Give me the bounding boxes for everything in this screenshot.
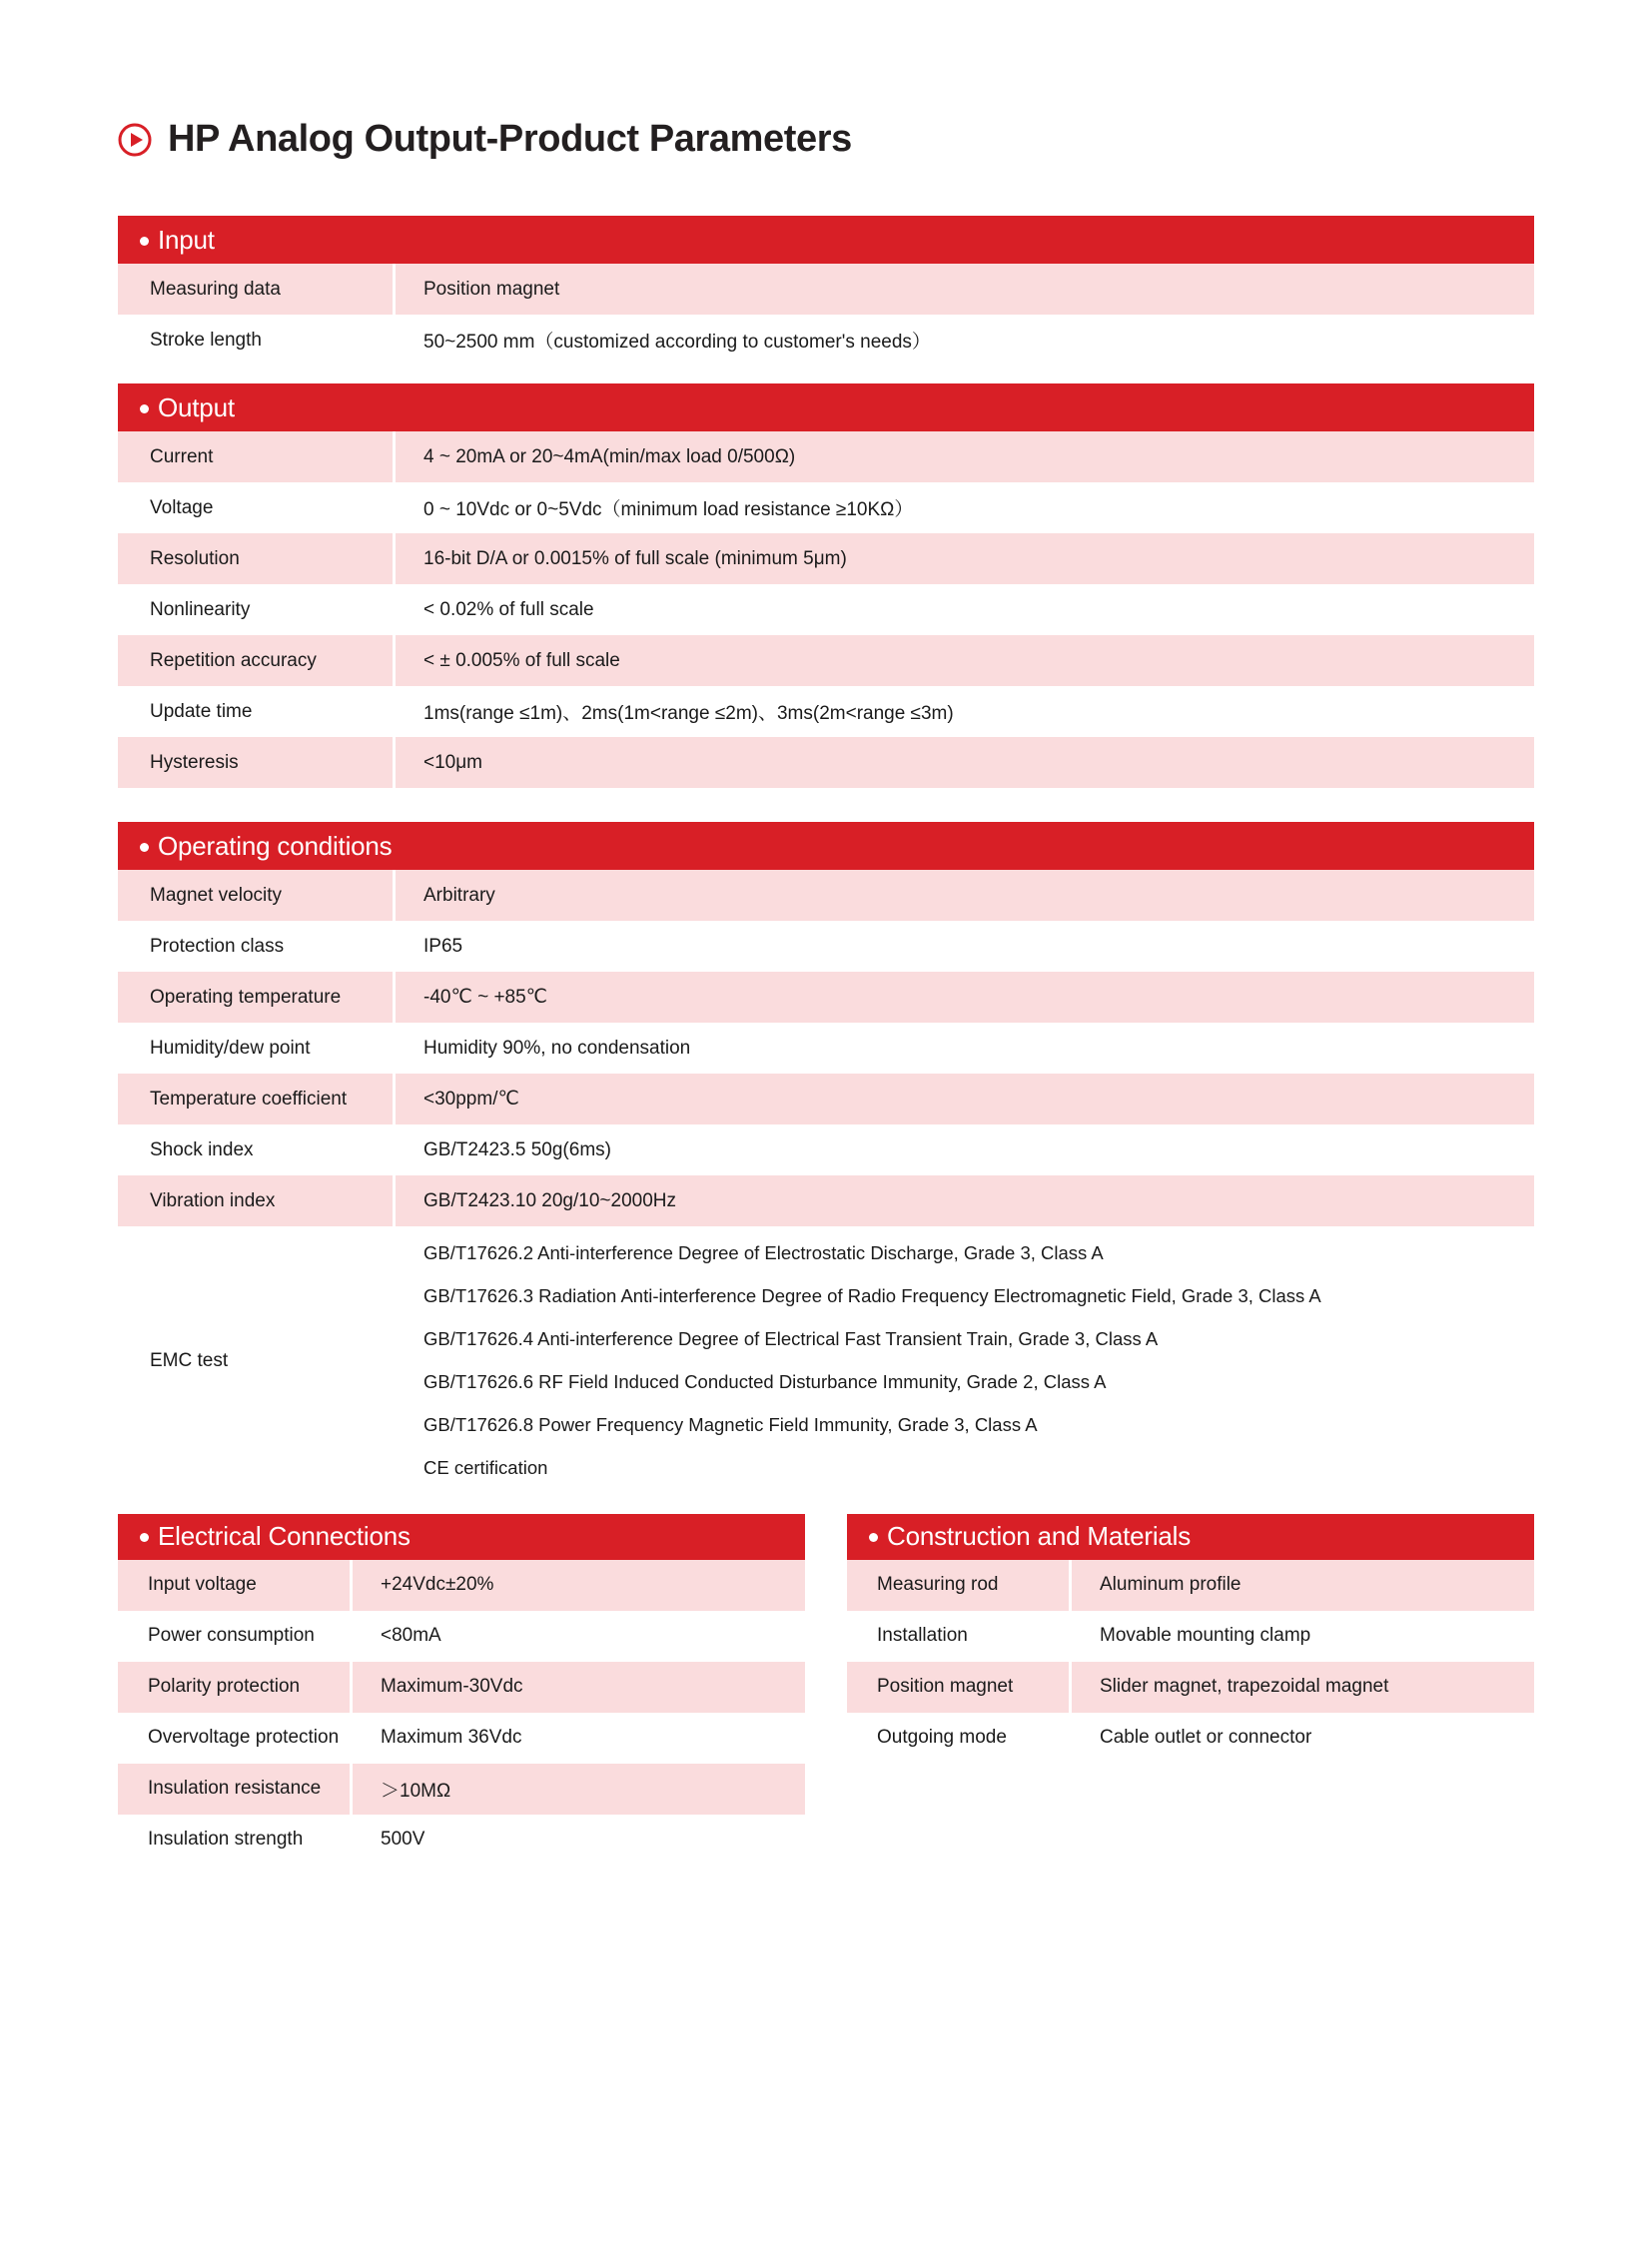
row-value: Movable mounting clamp xyxy=(1072,1611,1534,1662)
table-row xyxy=(118,686,1534,737)
row-label: Overvoltage protection xyxy=(118,1713,353,1764)
row-label: Stroke length xyxy=(118,315,396,366)
section-title: Operating conditions xyxy=(158,830,393,861)
row-label: Vibration index xyxy=(118,1175,396,1226)
table-row xyxy=(118,921,1534,972)
row-label: Repetition accuracy xyxy=(118,635,396,686)
row-value: Maximum-30Vdc xyxy=(353,1662,805,1713)
row-value: 16-bit D/A or 0.0015% of full scale (minimum 5μm) xyxy=(396,533,1534,584)
table-row xyxy=(118,1074,1534,1124)
bottom-column xyxy=(847,1514,1534,1883)
emc-standard-line: GB/T17626.8 Power Frequency Magnetic Field Immunity, Grade 3, Class A xyxy=(423,1413,1038,1435)
emc-standard-line: CE certification xyxy=(423,1456,548,1478)
row-label: Operating temperature xyxy=(118,972,396,1023)
emc-standard-line: GB/T17626.6 RF Field Induced Conducted Disturbance Immunity, Grade 2, Class A xyxy=(423,1370,1107,1392)
section-rows xyxy=(118,870,1534,1496)
table-row xyxy=(118,972,1534,1023)
row-value: 0 ~ 10Vdc or 0~5Vdc（minimum load resistance ≥10KΩ） xyxy=(396,482,1534,533)
row-label: Hysteresis xyxy=(118,737,396,788)
table-row xyxy=(118,1175,1534,1226)
page-title xyxy=(118,118,1534,161)
section-header xyxy=(118,216,1534,264)
sections-container xyxy=(118,216,1534,1496)
row-label: Power consumption xyxy=(118,1611,353,1662)
table-row xyxy=(118,315,1534,366)
row-label: Resolution xyxy=(118,533,396,584)
section-title: Output xyxy=(158,391,235,422)
row-label: Current xyxy=(118,431,396,482)
row-value: < 0.02% of full scale xyxy=(396,584,1534,635)
table-row xyxy=(847,1662,1534,1713)
row-value: +24Vdc±20% xyxy=(353,1560,805,1611)
play-circle-icon xyxy=(118,123,152,157)
row-label: Measuring data xyxy=(118,264,396,315)
row-label: EMC test xyxy=(118,1226,396,1496)
row-value: Humidity 90%, no condensation xyxy=(396,1023,1534,1074)
section-header xyxy=(118,383,1534,431)
table-row xyxy=(118,482,1534,533)
row-value: Aluminum profile xyxy=(1072,1560,1534,1611)
row-value: ＞10MΩ xyxy=(353,1764,805,1815)
row-value: GB/T2423.5 50g(6ms) xyxy=(396,1124,1534,1175)
table-row xyxy=(118,737,1534,788)
table-row xyxy=(118,533,1534,584)
row-value: Cable outlet or connector xyxy=(1072,1713,1534,1764)
table-row xyxy=(847,1611,1534,1662)
section-output xyxy=(118,383,1534,788)
row-value: 4 ~ 20mA or 20~4mA(min/max load 0/500Ω) xyxy=(396,431,1534,482)
table-row xyxy=(118,1560,805,1611)
row-value: IP65 xyxy=(396,921,1534,972)
section-header xyxy=(118,822,1534,870)
section-rows xyxy=(118,431,1534,788)
row-label: Insulation strength xyxy=(118,1815,353,1866)
row-label: Protection class xyxy=(118,921,396,972)
row-value: 1ms(range ≤1m)、2ms(1m<range ≤2m)、3ms(2m<range ≤3m) xyxy=(396,686,1534,737)
table-row xyxy=(118,635,1534,686)
row-label: Update time xyxy=(118,686,396,737)
section-construction-and-materials xyxy=(847,1514,1534,1764)
row-label: Humidity/dew point xyxy=(118,1023,396,1074)
row-label: Installation xyxy=(847,1611,1072,1662)
section-title: Construction and Materials xyxy=(887,1521,1192,1552)
bullet-icon xyxy=(869,1533,878,1542)
table-row xyxy=(118,1713,805,1764)
emc-standards-list xyxy=(396,1226,1534,1496)
section-rows xyxy=(118,1560,805,1866)
row-label: Voltage xyxy=(118,482,396,533)
row-value: 50~2500 mm（customized according to customer's needs） xyxy=(396,315,1534,366)
row-value: Position magnet xyxy=(396,264,1534,315)
row-label: Input voltage xyxy=(118,1560,353,1611)
row-label: Outgoing mode xyxy=(847,1713,1072,1764)
section-title: Input xyxy=(158,224,215,255)
section-rows xyxy=(847,1560,1534,1764)
section-electrical-connections xyxy=(118,1514,805,1866)
row-label: Magnet velocity xyxy=(118,870,396,921)
emc-test-row xyxy=(118,1226,1534,1496)
emc-standard-line: GB/T17626.4 Anti-interference Degree of Electrical Fast Transient Train, Grade 3, Class A xyxy=(423,1327,1159,1349)
row-value: <10μm xyxy=(396,737,1534,788)
table-row xyxy=(118,584,1534,635)
bullet-icon xyxy=(140,237,149,246)
table-row xyxy=(118,264,1534,315)
bullet-icon xyxy=(140,1533,149,1542)
section-header xyxy=(847,1514,1534,1560)
row-label: Insulation resistance xyxy=(118,1764,353,1815)
table-row xyxy=(118,1662,805,1713)
table-row xyxy=(847,1560,1534,1611)
row-value: <30ppm/℃ xyxy=(396,1074,1534,1124)
row-label: Nonlinearity xyxy=(118,584,396,635)
table-row xyxy=(118,870,1534,921)
emc-standard-line: GB/T17626.2 Anti-interference Degree of Electrostatic Discharge, Grade 3, Class A xyxy=(423,1242,1104,1263)
table-row xyxy=(118,1611,805,1662)
row-label: Polarity protection xyxy=(118,1662,353,1713)
table-row xyxy=(118,1023,1534,1074)
row-label: Measuring rod xyxy=(847,1560,1072,1611)
row-label: Position magnet xyxy=(847,1662,1072,1713)
row-value: Slider magnet, trapezoidal magnet xyxy=(1072,1662,1534,1713)
table-row xyxy=(847,1713,1534,1764)
page-title-text: HP Analog Output-Product Parameters xyxy=(168,118,852,160)
row-value: Arbitrary xyxy=(396,870,1534,921)
row-value: -40℃ ~ +85℃ xyxy=(396,972,1534,1023)
table-row xyxy=(118,431,1534,482)
row-label: Temperature coefficient xyxy=(118,1074,396,1124)
bullet-icon xyxy=(140,404,149,413)
bottom-column xyxy=(118,1514,805,1883)
row-value: 500V xyxy=(353,1815,805,1866)
bullet-icon xyxy=(140,843,149,852)
table-row xyxy=(118,1124,1534,1175)
table-row xyxy=(118,1815,805,1866)
bottom-sections-container xyxy=(118,1514,1534,1883)
row-label: Shock index xyxy=(118,1124,396,1175)
row-value: Maximum 36Vdc xyxy=(353,1713,805,1764)
section-operating-conditions xyxy=(118,822,1534,1496)
section-rows xyxy=(118,264,1534,366)
emc-standard-line: GB/T17626.3 Radiation Anti-interference Degree of Radio Frequency Electromagnetic Field, Grade 3, Class A xyxy=(423,1284,1321,1306)
row-value: < ± 0.005% of full scale xyxy=(396,635,1534,686)
row-value: GB/T2423.10 20g/10~2000Hz xyxy=(396,1175,1534,1226)
section-title: Electrical Connections xyxy=(158,1521,411,1552)
section-input xyxy=(118,216,1534,366)
section-header xyxy=(118,1514,805,1560)
table-row xyxy=(118,1764,805,1815)
row-value: <80mA xyxy=(353,1611,805,1662)
